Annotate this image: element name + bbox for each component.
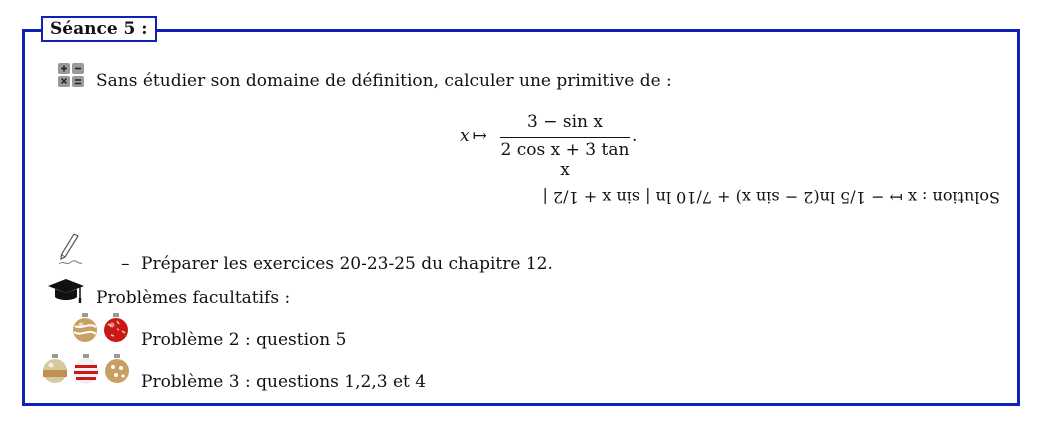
homework-dash: – (121, 254, 130, 274)
maps-to-arrow: ↦ (472, 126, 487, 146)
christmas-ornament-icon (42, 353, 68, 385)
formula (460, 112, 660, 180)
formula-numerator: 3 − sin x (527, 112, 603, 132)
christmas-ornament-icon (103, 312, 129, 344)
formula-lhs (460, 126, 487, 146)
calculator-icon (57, 62, 85, 88)
list-item: Problème 2 : question 5 (141, 330, 347, 350)
pencil-icon (56, 232, 86, 268)
exercise-instruction: Sans étudier son domaine de définition, calculer une primitive de : (96, 71, 672, 91)
christmas-ornament-icon (73, 353, 99, 385)
list-item: Problème 3 : questions 1,2,3 et 4 (141, 372, 427, 392)
section-title: Séance 5 : (41, 16, 157, 42)
fraction-bar (500, 137, 630, 138)
formula-denominator: 2 cos x + 3 tan x (500, 140, 630, 180)
homework-text: Préparer les exercices 20-23-25 du chapitre 12. (141, 254, 553, 274)
christmas-ornament-icon (72, 312, 98, 344)
christmas-ornament-icon (104, 353, 130, 385)
formula-end: . (632, 126, 638, 146)
formula-variable: x (460, 126, 470, 146)
solution-upside-down: Solution : x ↦ − 1/5 ln(2 − sin x) + 7/10 ln | sin x + 1/2 | (542, 188, 1000, 207)
optional-heading: Problèmes facultatifs : (96, 288, 291, 308)
graduation-cap-icon (47, 278, 85, 306)
